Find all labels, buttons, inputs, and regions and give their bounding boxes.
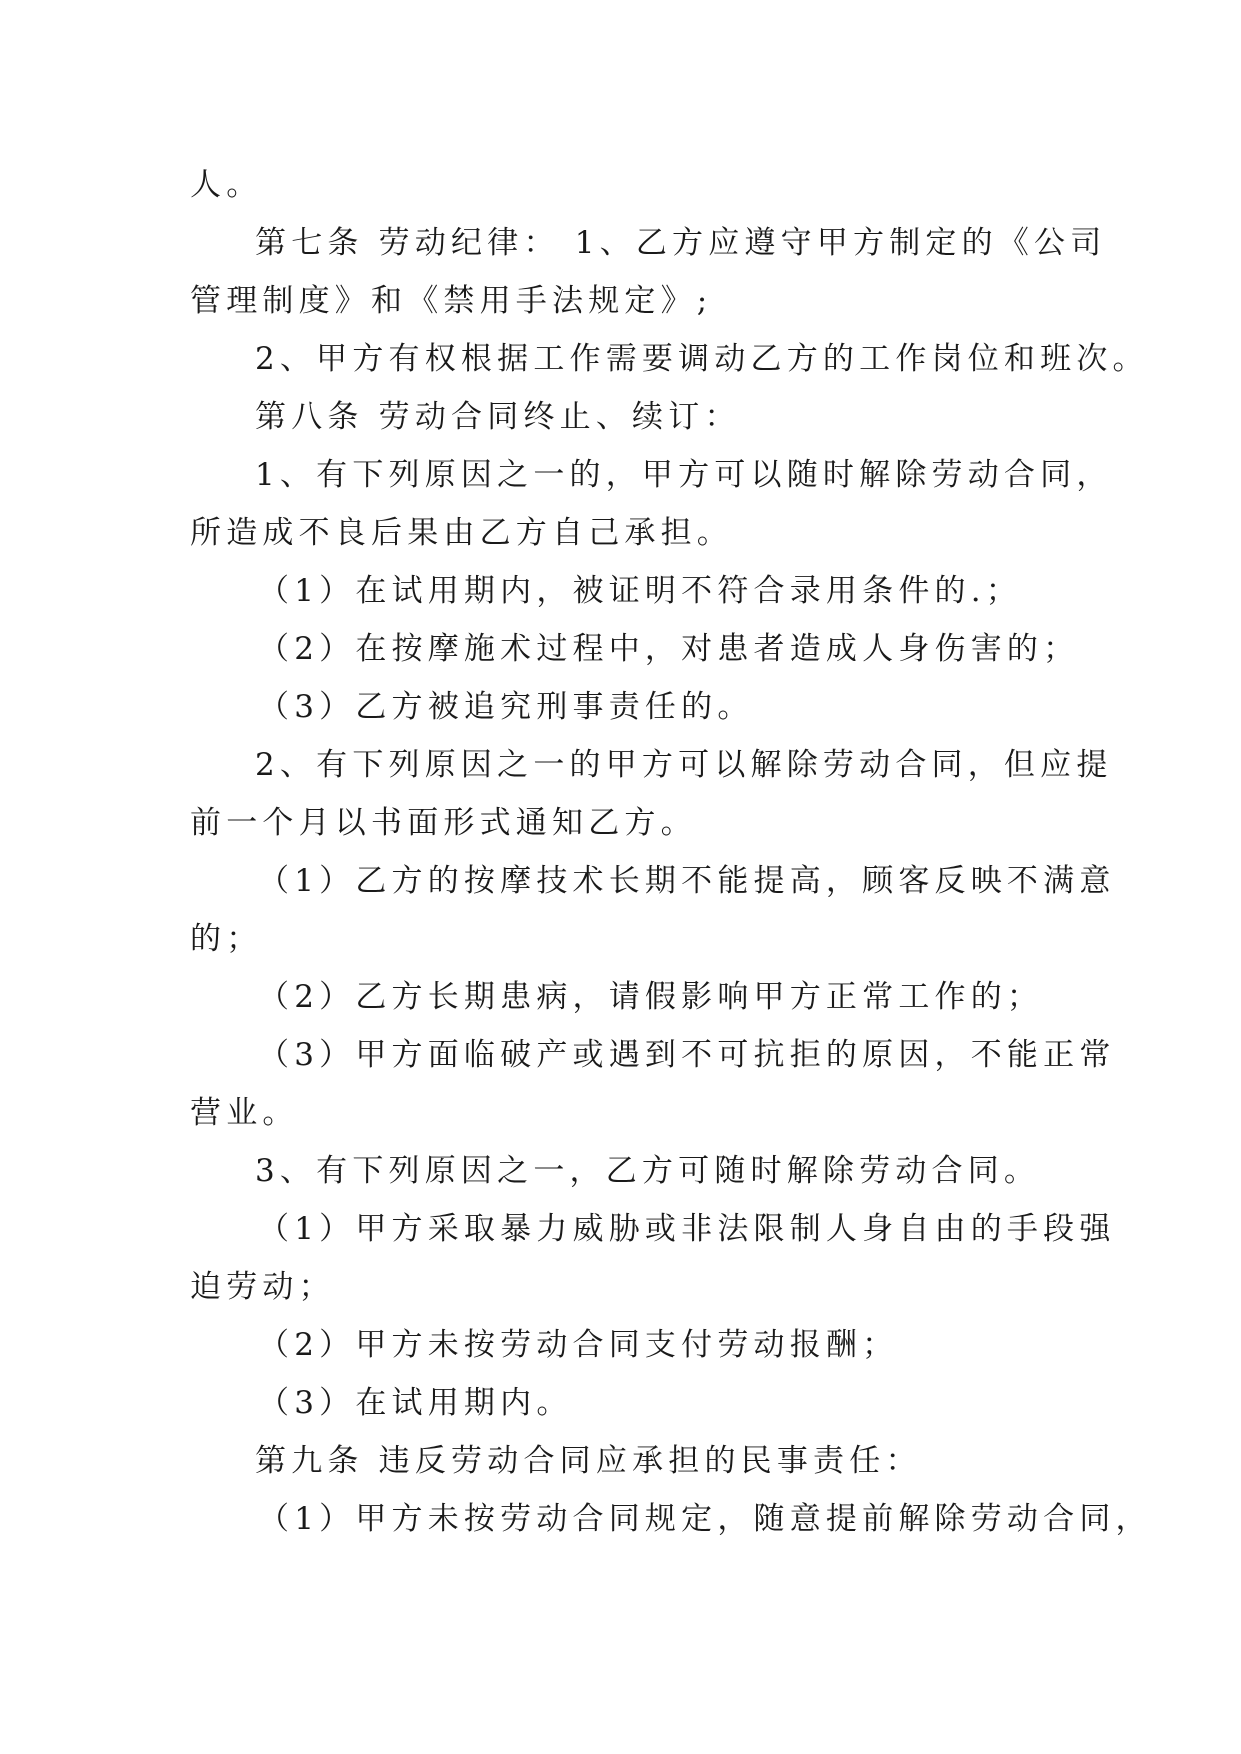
text-line: 3、有下列原因之一，乙方可随时解除劳动合同。 — [255, 1153, 1041, 1189]
article-8-heading: 第八条 劳动合同终止、续订： — [255, 399, 741, 435]
list-item: （3）在试用期内。 — [258, 1385, 573, 1421]
text-line: 2、甲方有权根据工作需要调动乙方的工作岗位和班次。 — [255, 341, 1149, 377]
text-line: 管理制度》和《禁用手法规定》; — [190, 283, 713, 319]
text-line: 人。 — [190, 167, 263, 203]
text-line: 所造成不良后果由乙方自己承担。 — [190, 515, 733, 551]
list-item: （2）在按摩施术过程中，对患者造成人身伤害的； — [258, 631, 1080, 667]
list-item: （1）甲方未按劳动合同规定，随意提前解除劳动合同， — [258, 1501, 1152, 1537]
list-item: （1）甲方采取暴力威胁或非法限制人身自由的手段强 — [258, 1211, 1116, 1247]
list-item: （2）乙方长期患病，请假影响甲方正常工作的； — [258, 979, 1044, 1015]
article-7-heading: 第七条 劳动纪律： 1、乙方应遵守甲方制定的《公司 — [255, 225, 1107, 261]
list-item: （1）乙方的按摩技术长期不能提高，顾客反映不满意 — [258, 863, 1116, 899]
list-item: （3）乙方被追究刑事责任的。 — [258, 689, 754, 725]
text-line: 1、有下列原因之一的，甲方可以随时解除劳动合同， — [255, 457, 1113, 493]
list-item: （3）甲方面临破产或遇到不可抗拒的原因，不能正常 — [258, 1037, 1116, 1073]
text-line: 迫劳动； — [190, 1269, 335, 1305]
text-line: 的； — [190, 921, 263, 957]
article-9-heading: 第九条 违反劳动合同应承担的民事责任： — [255, 1443, 922, 1479]
list-item: （1）在试用期内，被证明不符合录用条件的.； — [258, 573, 1022, 609]
text-line: 营业。 — [190, 1095, 299, 1131]
text-line: 2、有下列原因之一的甲方可以解除劳动合同，但应提 — [255, 747, 1113, 783]
text-line: 前一个月以书面形式通知乙方。 — [190, 805, 697, 841]
list-item: （2）甲方未按劳动合同支付劳动报酬； — [258, 1327, 899, 1363]
